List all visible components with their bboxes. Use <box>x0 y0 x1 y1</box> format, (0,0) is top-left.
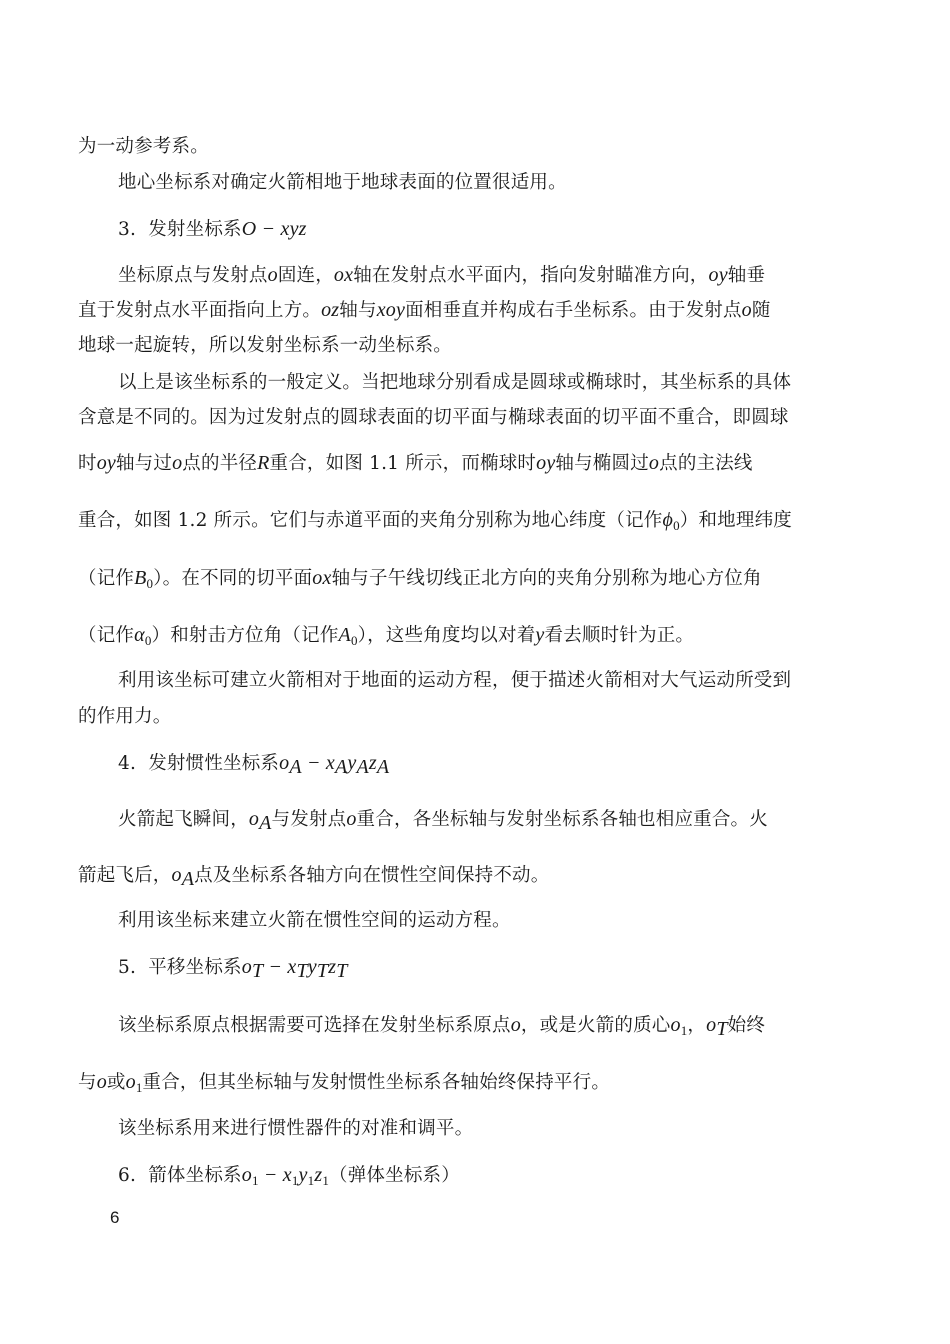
math-symbol: O − xyz <box>241 218 307 240</box>
paragraph-line: 箭起飞后，$o_A$点及坐标系各轴方向在惯性空间保持不动。 <box>78 864 550 890</box>
paragraph-line: 为一动参考系。 <box>78 136 209 157</box>
paragraph-line: 坐标原点与发射点o固连，ox轴在发射点水平面内，指向发射瞄准方向，oy轴垂 <box>118 264 766 286</box>
paragraph-line: （记作$B_0$）。在不同的切平面ox轴与子午线切线正北方向的夹角分别称为地心方位角 <box>78 567 762 591</box>
paragraph-line: 以上是该坐标系的一般定义。当把地球分别看成是圆球或椭球时，其坐标系的具体 <box>118 372 792 393</box>
paragraph-line: 直于发射点水平面指向上方。oz轴与xoy面相垂直并构成右手坐标系。由于发射点o随 <box>78 299 771 321</box>
paragraph-line: 利用该坐标可建立火箭相对于地面的运动方程，便于描述火箭相对大气运动所受到 <box>118 670 792 691</box>
paragraph-line: 重合，如图 1.2 所示。它们与赤道平面的夹角分别称为地心纬度（记作$\phi_0$）和地理纬度 <box>78 509 792 533</box>
paragraph-line: 与o或$o_1$重合，但其坐标轴与发射惯性坐标系各轴始终保持平行。 <box>78 1071 611 1095</box>
paragraph-line: 利用该坐标来建立火箭在惯性空间的运动方程。 <box>118 910 511 931</box>
section-heading-5: 5. 平移坐标系$o_T - x_Ty_Tz_T$ <box>118 956 348 982</box>
paragraph-line: 时oy轴与过o点的半径R重合，如图 1.1 所示，而椭球时oy轴与椭圆过o点的主法线 <box>78 452 753 474</box>
paragraph-line: 火箭起飞瞬间，$o_A$与发射点o重合，各坐标轴与发射坐标系各轴也相应重合。火 <box>118 808 768 834</box>
paragraph-line: 地心坐标系对确定火箭相地于地球表面的位置很适用。 <box>118 172 567 193</box>
section-heading-6: 6. 箭体坐标系$o_1 - x_1y_1z_1$（弹体坐标系） <box>118 1164 460 1188</box>
paragraph-line: 的作用力。 <box>78 706 172 727</box>
paragraph-line: 该坐标系用来进行惯性器件的对准和调平。 <box>118 1118 474 1139</box>
section-heading-3: 3. 发射坐标系O − xyz <box>118 218 307 240</box>
page-number: 6 <box>110 1208 120 1227</box>
paragraph-line: （记作$\alpha_0$）和射击方位角（记作$A_0$），这些角度均以对着y看去顺时针为正。 <box>78 624 695 648</box>
paragraph-line: 地球一起旋转，所以发射坐标系一动坐标系。 <box>78 335 453 356</box>
paragraph-line: 含意是不同的。因为过发射点的圆球表面的切平面与椭球表面的切平面不重合，即圆球 <box>78 407 789 428</box>
section-heading-4: 4. 发射惯性坐标系$o_A - x_Ay_Az_A$ <box>118 752 390 778</box>
paragraph-line: 该坐标系原点根据需要可选择在发射坐标系原点o，或是火箭的质心$o_1$，$o_T$始终 <box>118 1014 766 1040</box>
